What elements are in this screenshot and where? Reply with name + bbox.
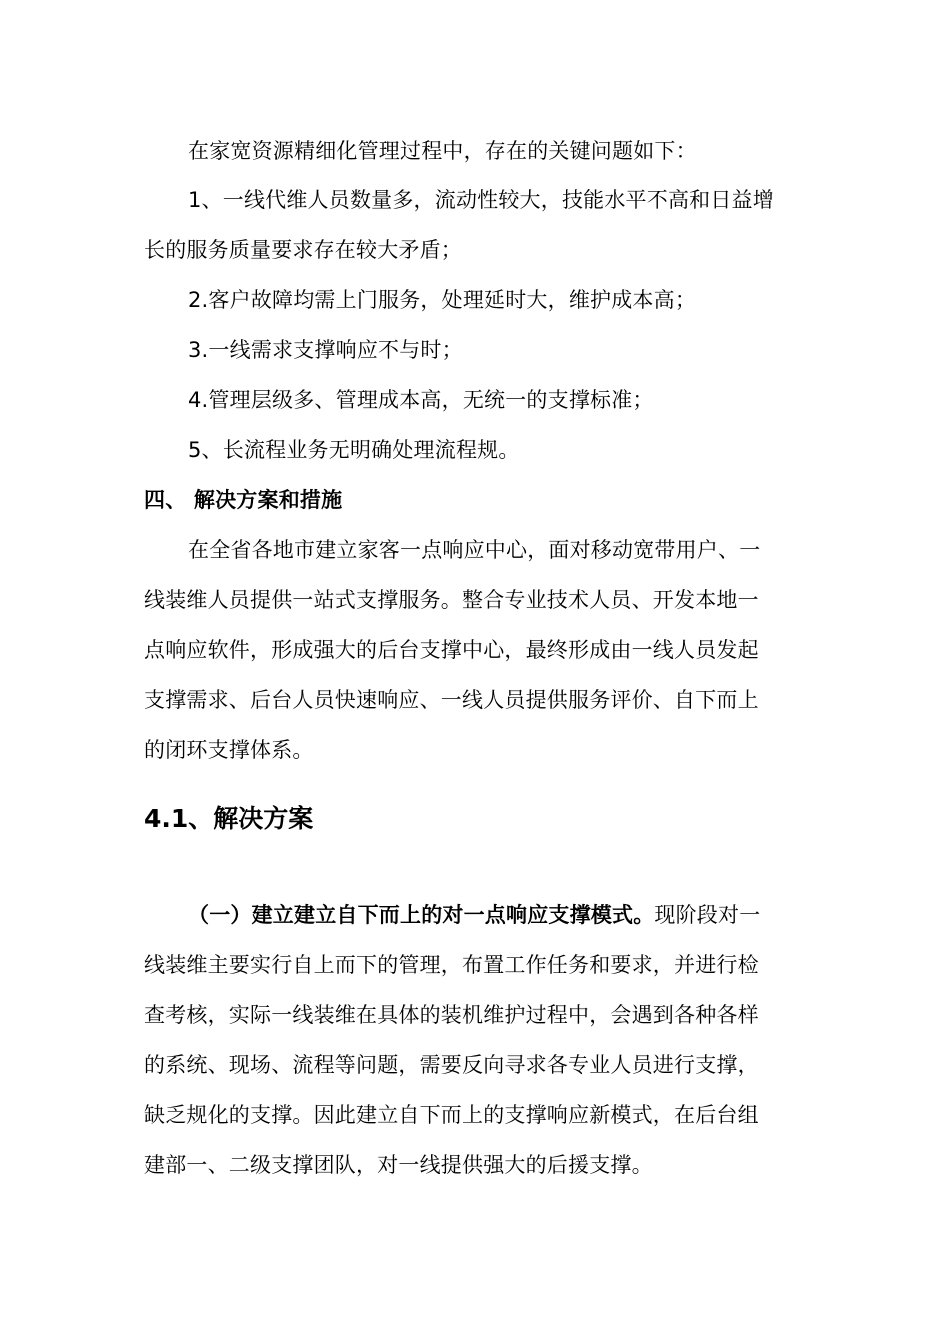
point-1-line-5: 缺乏规化的支撑。因此建立自下而上的支撑响应新模式，在后台组 (144, 1103, 759, 1127)
section-4-heading: 四、 解决方案和措施 (144, 488, 343, 512)
section-4-1-heading: 4.1、解决方案 (144, 804, 314, 833)
point-1-line-2: 线装维主要实行自上而下的管理，布置工作任务和要求，并进行检 (144, 953, 759, 977)
issue-3: 3.一线需求支撑响应不与时； (188, 338, 463, 362)
point-1-line-6: 建部一、二级支撑团队，对一线提供强大的后援支撑。 (144, 1153, 653, 1177)
section-4-para-line-5: 的闭环支撑体系。 (144, 738, 314, 762)
point-1-line-4: 的系统、现场、流程等问题，需要反向寻求各专业人员进行支撑， (144, 1053, 759, 1077)
point-1-line-1 (188, 901, 760, 929)
section-4-para-line-2: 线装维人员提供一站式支撑服务。整合专业技术人员、开发本地一 (144, 588, 759, 612)
issue-1-line-1: 1、一线代维人员数量多，流动性较大，技能水平不高和日益增 (188, 188, 774, 212)
point-1-first-rest: 现阶段对一 (654, 903, 761, 927)
point-1-title: （一）建立建立自下而上的对一点响应支撑模式。 (188, 903, 655, 927)
section-4-para-line-1: 在全省各地市建立家客一点响应中心，面对移动宽带用户、一 (188, 538, 761, 562)
point-1-line-3: 查考核，实际一线装维在具体的装机维护过程中，会遇到各种各样 (144, 1003, 759, 1027)
intro-line: 在家宽资源精细化管理过程中，存在的关键问题如下： (188, 139, 697, 163)
issue-1-line-2: 长的服务质量要求存在较大矛盾； (144, 238, 462, 262)
section-4-para-line-3: 点响应软件，形成强大的后台支撑中心，最终形成由一线人员发起 (144, 638, 759, 662)
section-4-para-line-4: 支撑需求、后台人员快速响应、一线人员提供服务评价、自下而上 (144, 688, 759, 712)
issue-5: 5、长流程业务无明确处理流程规。 (188, 438, 520, 462)
issue-2: 2.客户故障均需上门服务，处理延时大，维护成本高； (188, 288, 697, 312)
issue-4: 4.管理层级多、管理成本高，无统一的支撑标准； (188, 388, 654, 412)
